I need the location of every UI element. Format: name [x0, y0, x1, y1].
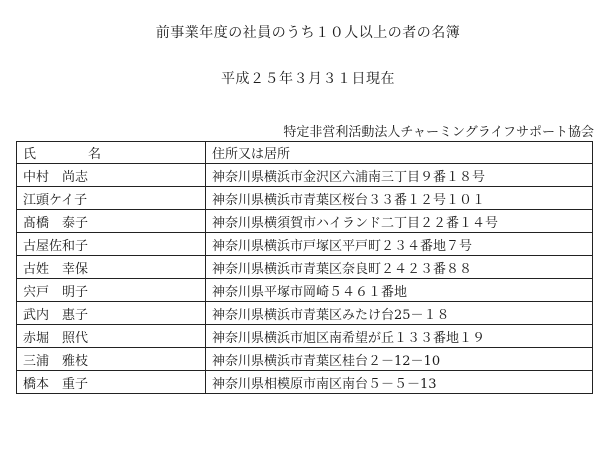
- name-column-header: [17, 142, 206, 164]
- table-header-row: [17, 142, 593, 164]
- member-address: 神奈川県横浜市戸塚区平戸町２３４番地７号: [206, 233, 593, 256]
- member-name: 古屋佐和子: [17, 233, 206, 256]
- address-column-header: 住所又は居所: [206, 142, 593, 164]
- member-name: 橋本 重子: [17, 371, 206, 394]
- table-row: [17, 371, 593, 394]
- member-address: 神奈川県横浜市青葉区桂台２－12－10: [206, 348, 593, 371]
- table-row: [17, 164, 593, 187]
- member-name: 武内 惠子: [17, 302, 206, 325]
- document-title: 前事業年度の社員のうち１０人以上の者の名簿: [155, 25, 461, 41]
- member-name: 宍戸 明子: [17, 279, 206, 302]
- table-row: [17, 210, 593, 233]
- member-roster-table: [16, 141, 593, 394]
- table-row: [17, 187, 593, 210]
- table-row: [17, 302, 593, 325]
- as-of-date: 平成２５年３月３１日現在: [221, 71, 395, 87]
- name-header-second: 名: [88, 147, 102, 162]
- table-row: [17, 233, 593, 256]
- member-name: 三浦 雅枝: [17, 348, 206, 371]
- member-address: 神奈川県横浜市青葉区奈良町２４２３番８８: [206, 256, 593, 279]
- member-name: 江頭ケイ子: [17, 187, 206, 210]
- member-name: 古姓 幸保: [17, 256, 206, 279]
- member-name: 髙橋 泰子: [17, 210, 206, 233]
- member-address: 神奈川県平塚市岡崎５４６１番地: [206, 279, 593, 302]
- member-address: 神奈川県相模原市南区南台５－５－13: [206, 371, 593, 394]
- table-row: [17, 348, 593, 371]
- table-row: [17, 256, 593, 279]
- organization-name: 特定非営利活動法人チャーミングライフサポート協会: [283, 125, 594, 140]
- member-name: 中村 尚志: [17, 164, 206, 187]
- member-address: 神奈川県横浜市青葉区桜台３３番１２号１０１: [206, 187, 593, 210]
- member-address: 神奈川県横浜市金沢区六浦南三丁目９番１８号: [206, 164, 593, 187]
- member-name: 赤堀 照代: [17, 325, 206, 348]
- member-address: 神奈川県横浜市旭区南希望が丘１３３番地１９: [206, 325, 593, 348]
- name-header-first: 氏: [23, 147, 37, 162]
- member-address: 神奈川県横浜市青葉区みたけ台25－１８: [206, 302, 593, 325]
- table-row: [17, 279, 593, 302]
- member-address: 神奈川県横須賀市ハイランド二丁目２２番１４号: [206, 210, 593, 233]
- table-row: [17, 325, 593, 348]
